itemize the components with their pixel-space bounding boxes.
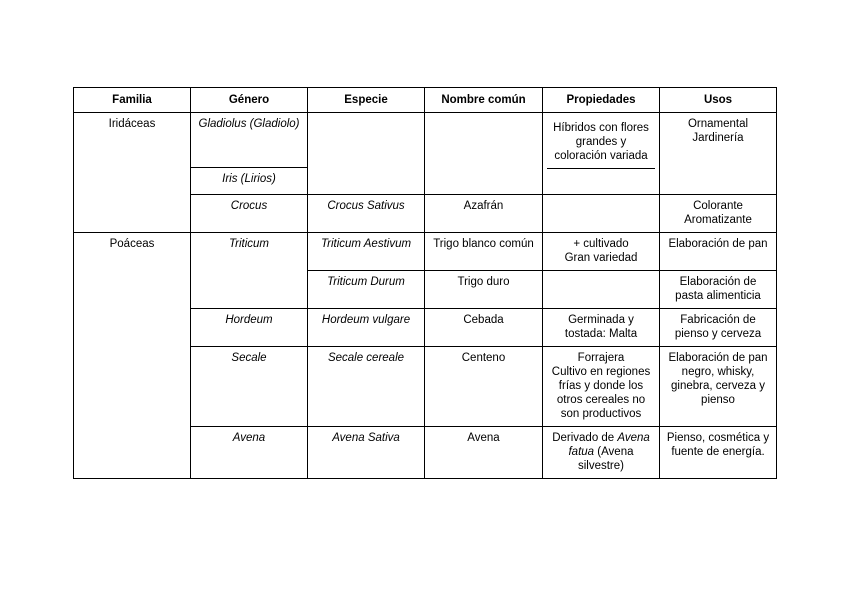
propiedades-line: Forrajera xyxy=(577,352,625,364)
nombre-comun-cell: Avena xyxy=(425,427,543,479)
especie-cell: Secale cereale xyxy=(308,347,425,427)
propiedades-line: Gran variedad xyxy=(564,252,638,264)
familia-cell: Iridáceas xyxy=(74,113,191,233)
genero-cell: Triticum xyxy=(191,233,308,309)
table-row xyxy=(74,113,777,168)
especie-cell: Crocus Sativus xyxy=(308,195,425,233)
header-usos: Usos xyxy=(660,88,777,113)
propiedades-line: + cultivado xyxy=(573,238,629,250)
usos-cell: Elaboración de pasta alimenticia xyxy=(660,271,777,309)
genero-cell: Secale xyxy=(191,347,308,427)
propiedades-post: (Avena silvestre) xyxy=(577,446,634,472)
propiedades-line: Cultivo en regiones frías y donde los otros cereales no son productivos xyxy=(551,366,651,420)
plants-table xyxy=(73,87,777,479)
nombre-comun-cell: Trigo duro xyxy=(425,271,543,309)
genero-cell: Avena xyxy=(191,427,308,479)
usos-cell: Pienso, cosmética y fuente de energía. xyxy=(660,427,777,479)
usos-line: Ornamental xyxy=(687,118,749,130)
nombre-comun-cell: Cebada xyxy=(425,309,543,347)
usos-line: Colorante xyxy=(693,200,743,212)
header-familia: Familia xyxy=(74,88,191,113)
genero-cell: Gladiolus (Gladiolo) xyxy=(191,113,308,168)
familia-cell: Poáceas xyxy=(74,233,191,479)
nombre-comun-cell: Trigo blanco común xyxy=(425,233,543,271)
propiedades-cell xyxy=(543,427,660,479)
nombre-comun-cell xyxy=(425,113,543,195)
propiedades-empty xyxy=(547,169,655,191)
usos-line: Jardinería xyxy=(692,132,744,144)
propiedades-cell xyxy=(543,271,660,309)
header-row xyxy=(74,88,777,113)
header-nombre-comun: Nombre común xyxy=(425,88,543,113)
especie-cell: Hordeum vulgare xyxy=(308,309,425,347)
especie-cell: Triticum Durum xyxy=(308,271,425,309)
usos-cell xyxy=(660,195,777,233)
propiedades-cell xyxy=(543,195,660,233)
genero-cell: Hordeum xyxy=(191,309,308,347)
usos-cell: Elaboración de pan xyxy=(660,233,777,271)
genero-cell: Iris (Lirios) xyxy=(191,167,308,194)
propiedades-cell xyxy=(543,233,660,271)
usos-cell: Fabricación de pienso y cerveza xyxy=(660,309,777,347)
nombre-comun-cell: Centeno xyxy=(425,347,543,427)
especie-cell xyxy=(308,113,425,195)
header-genero: Género xyxy=(191,88,308,113)
propiedades-italic: Avena fatua xyxy=(568,432,650,458)
nombre-comun-cell: Azafrán xyxy=(425,195,543,233)
genero-cell: Crocus xyxy=(191,195,308,233)
especie-cell: Triticum Aestivum xyxy=(308,233,425,271)
usos-cell: Elaboración de pan negro, whisky, ginebra, cerveza y pienso xyxy=(660,347,777,427)
propiedades-cell: Germinada y tostada: Malta xyxy=(543,309,660,347)
usos-cell xyxy=(660,113,777,195)
propiedades-text: Híbridos con flores grandes y coloración variada xyxy=(547,117,655,169)
table-row xyxy=(74,233,777,271)
propiedades-pre: Derivado de xyxy=(552,432,615,444)
header-especie: Especie xyxy=(308,88,425,113)
usos-line: Aromatizante xyxy=(684,214,752,226)
propiedades-cell xyxy=(543,347,660,427)
propiedades-cell xyxy=(543,113,660,195)
header-propiedades: Propiedades xyxy=(543,88,660,113)
especie-cell: Avena Sativa xyxy=(308,427,425,479)
